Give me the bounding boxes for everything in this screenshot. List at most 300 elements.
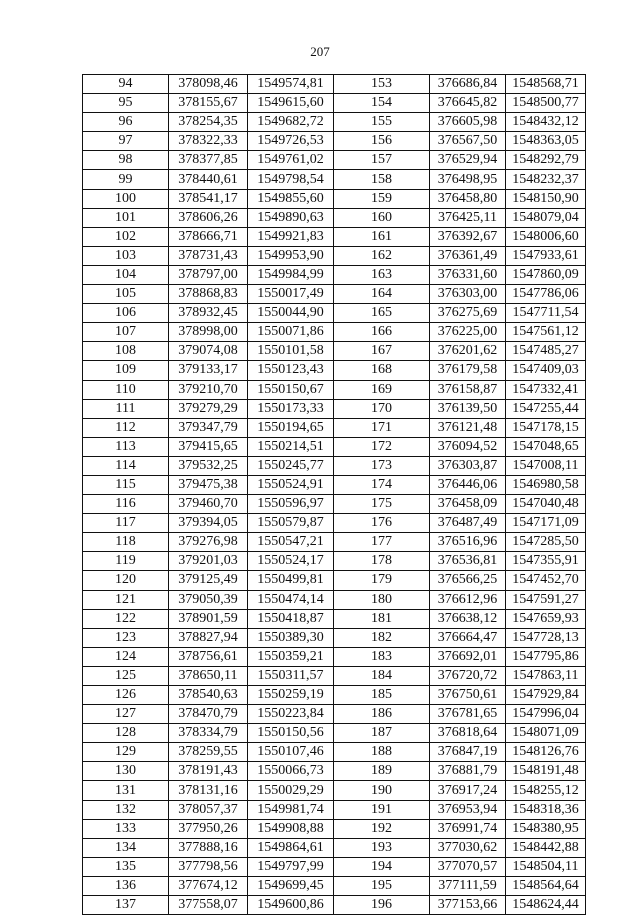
y-coordinate-right: 1547285,50	[506, 533, 586, 552]
y-coordinate-right: 1547863,11	[506, 666, 586, 685]
y-coordinate-left: 1549984,99	[248, 265, 334, 284]
x-coordinate-left: 378827,94	[169, 628, 248, 647]
y-coordinate-right: 1547048,65	[506, 437, 586, 456]
point-number-right: 160	[334, 208, 430, 227]
table-row	[83, 724, 586, 743]
y-coordinate-left: 1550214,51	[248, 437, 334, 456]
x-coordinate-right: 376201,62	[430, 342, 506, 361]
x-coordinate-left: 379532,25	[169, 456, 248, 475]
table-row	[83, 666, 586, 685]
y-coordinate-right: 1548624,44	[506, 896, 586, 915]
point-number-left: 101	[83, 208, 169, 227]
table-row	[83, 246, 586, 265]
table-row	[83, 170, 586, 189]
point-number-right: 186	[334, 705, 430, 724]
table-row	[83, 857, 586, 876]
point-number-right: 168	[334, 361, 430, 380]
x-coordinate-left: 379050,39	[169, 590, 248, 609]
point-number-right: 159	[334, 189, 430, 208]
point-number-right: 170	[334, 399, 430, 418]
x-coordinate-left: 379210,70	[169, 380, 248, 399]
x-coordinate-left: 378259,55	[169, 743, 248, 762]
x-coordinate-right: 376638,12	[430, 609, 506, 628]
point-number-left: 96	[83, 113, 169, 132]
x-coordinate-left: 378998,00	[169, 323, 248, 342]
point-number-left: 114	[83, 456, 169, 475]
y-coordinate-left: 1550596,97	[248, 495, 334, 514]
point-number-right: 192	[334, 819, 430, 838]
y-coordinate-right: 1548255,12	[506, 781, 586, 800]
y-coordinate-left: 1550066,73	[248, 762, 334, 781]
point-number-right: 171	[334, 418, 430, 437]
x-coordinate-left: 379133,17	[169, 361, 248, 380]
y-coordinate-left: 1550474,14	[248, 590, 334, 609]
x-coordinate-right: 376917,24	[430, 781, 506, 800]
table-row	[83, 743, 586, 762]
point-number-right: 153	[334, 75, 430, 94]
point-number-left: 115	[83, 475, 169, 494]
table-row	[83, 304, 586, 323]
y-coordinate-right: 1548292,79	[506, 151, 586, 170]
x-coordinate-right: 377153,66	[430, 896, 506, 915]
table-row	[83, 342, 586, 361]
y-coordinate-right: 1547933,61	[506, 246, 586, 265]
x-coordinate-left: 378131,16	[169, 781, 248, 800]
x-coordinate-right: 376953,94	[430, 800, 506, 819]
y-coordinate-right: 1547561,12	[506, 323, 586, 342]
y-coordinate-right: 1547795,86	[506, 647, 586, 666]
x-coordinate-left: 378606,26	[169, 208, 248, 227]
x-coordinate-left: 378666,71	[169, 227, 248, 246]
x-coordinate-right: 376487,49	[430, 514, 506, 533]
x-coordinate-right: 376847,19	[430, 743, 506, 762]
point-number-left: 133	[83, 819, 169, 838]
y-coordinate-left: 1549855,60	[248, 189, 334, 208]
x-coordinate-right: 376818,64	[430, 724, 506, 743]
y-coordinate-left: 1550071,86	[248, 323, 334, 342]
table-row	[83, 75, 586, 94]
x-coordinate-left: 378756,61	[169, 647, 248, 666]
y-coordinate-left: 1549600,86	[248, 896, 334, 915]
point-number-left: 105	[83, 285, 169, 304]
x-coordinate-right: 376225,00	[430, 323, 506, 342]
y-coordinate-right: 1547996,04	[506, 705, 586, 724]
point-number-left: 125	[83, 666, 169, 685]
y-coordinate-left: 1550259,19	[248, 686, 334, 705]
y-coordinate-right: 1547485,27	[506, 342, 586, 361]
x-coordinate-left: 379475,38	[169, 475, 248, 494]
table-row	[83, 762, 586, 781]
table-row	[83, 705, 586, 724]
table-row	[83, 113, 586, 132]
page-number: 207	[310, 44, 330, 59]
y-coordinate-left: 1550173,33	[248, 399, 334, 418]
y-coordinate-left: 1550194,65	[248, 418, 334, 437]
x-coordinate-right: 376881,79	[430, 762, 506, 781]
y-coordinate-left: 1550418,87	[248, 609, 334, 628]
y-coordinate-left: 1550579,87	[248, 514, 334, 533]
table-row	[83, 819, 586, 838]
point-number-right: 188	[334, 743, 430, 762]
x-coordinate-right: 376158,87	[430, 380, 506, 399]
x-coordinate-right: 376612,96	[430, 590, 506, 609]
x-coordinate-left: 378155,67	[169, 94, 248, 113]
point-number-right: 154	[334, 94, 430, 113]
y-coordinate-left: 1550359,21	[248, 647, 334, 666]
y-coordinate-right: 1548380,95	[506, 819, 586, 838]
point-number-right: 196	[334, 896, 430, 915]
point-number-right: 155	[334, 113, 430, 132]
x-coordinate-right: 376303,87	[430, 456, 506, 475]
y-coordinate-right: 1548006,60	[506, 227, 586, 246]
point-number-right: 183	[334, 647, 430, 666]
table-row	[83, 285, 586, 304]
y-coordinate-right: 1547355,91	[506, 552, 586, 571]
x-coordinate-right: 377030,62	[430, 838, 506, 857]
point-number-left: 103	[83, 246, 169, 265]
x-coordinate-right: 376139,50	[430, 399, 506, 418]
y-coordinate-right: 1547008,11	[506, 456, 586, 475]
x-coordinate-left: 377558,07	[169, 896, 248, 915]
x-coordinate-right: 376458,80	[430, 189, 506, 208]
table-row	[83, 514, 586, 533]
x-coordinate-right: 376605,98	[430, 113, 506, 132]
point-number-left: 111	[83, 399, 169, 418]
table-row	[83, 265, 586, 284]
x-coordinate-left: 379347,79	[169, 418, 248, 437]
point-number-right: 181	[334, 609, 430, 628]
y-coordinate-left: 1550223,84	[248, 705, 334, 724]
y-coordinate-left: 1549921,83	[248, 227, 334, 246]
x-coordinate-left: 379125,49	[169, 571, 248, 590]
x-coordinate-left: 378731,43	[169, 246, 248, 265]
y-coordinate-right: 1548568,71	[506, 75, 586, 94]
y-coordinate-left: 1550499,81	[248, 571, 334, 590]
point-number-right: 189	[334, 762, 430, 781]
x-coordinate-left: 378797,00	[169, 265, 248, 284]
table-row	[83, 838, 586, 857]
x-coordinate-left: 378901,59	[169, 609, 248, 628]
point-number-right: 163	[334, 265, 430, 284]
y-coordinate-left: 1550150,56	[248, 724, 334, 743]
x-coordinate-right: 376179,58	[430, 361, 506, 380]
y-coordinate-left: 1549615,60	[248, 94, 334, 113]
point-number-right: 190	[334, 781, 430, 800]
y-coordinate-right: 1546980,58	[506, 475, 586, 494]
point-number-right: 179	[334, 571, 430, 590]
y-coordinate-right: 1548442,88	[506, 838, 586, 857]
y-coordinate-left: 1550150,67	[248, 380, 334, 399]
point-number-right: 176	[334, 514, 430, 533]
y-coordinate-left: 1549699,45	[248, 876, 334, 895]
y-coordinate-right: 1548071,09	[506, 724, 586, 743]
table-row	[83, 647, 586, 666]
x-coordinate-right: 376361,49	[430, 246, 506, 265]
y-coordinate-right: 1548318,36	[506, 800, 586, 819]
point-number-left: 116	[83, 495, 169, 514]
point-number-right: 167	[334, 342, 430, 361]
y-coordinate-left: 1549797,99	[248, 857, 334, 876]
point-number-right: 194	[334, 857, 430, 876]
x-coordinate-right: 377111,59	[430, 876, 506, 895]
table-row	[83, 475, 586, 494]
point-number-left: 97	[83, 132, 169, 151]
y-coordinate-left: 1550017,49	[248, 285, 334, 304]
point-number-left: 98	[83, 151, 169, 170]
table-row	[83, 94, 586, 113]
y-coordinate-left: 1549953,90	[248, 246, 334, 265]
x-coordinate-right: 376750,61	[430, 686, 506, 705]
y-coordinate-right: 1547255,44	[506, 399, 586, 418]
x-coordinate-left: 379074,08	[169, 342, 248, 361]
table-row	[83, 456, 586, 475]
x-coordinate-right: 376529,94	[430, 151, 506, 170]
coordinates-table	[82, 74, 586, 915]
x-coordinate-left: 379201,03	[169, 552, 248, 571]
x-coordinate-right: 376303,00	[430, 285, 506, 304]
x-coordinate-left: 377674,12	[169, 876, 248, 895]
point-number-right: 169	[334, 380, 430, 399]
point-number-left: 110	[83, 380, 169, 399]
y-coordinate-left: 1550044,90	[248, 304, 334, 323]
point-number-left: 129	[83, 743, 169, 762]
table-row	[83, 323, 586, 342]
table-row	[83, 876, 586, 895]
table-row	[83, 495, 586, 514]
x-coordinate-right: 376645,82	[430, 94, 506, 113]
table-row	[83, 208, 586, 227]
y-coordinate-right: 1547171,09	[506, 514, 586, 533]
x-coordinate-left: 378254,35	[169, 113, 248, 132]
x-coordinate-left: 378540,63	[169, 686, 248, 705]
y-coordinate-left: 1549890,63	[248, 208, 334, 227]
y-coordinate-right: 1548432,12	[506, 113, 586, 132]
point-number-left: 120	[83, 571, 169, 590]
table-row	[83, 800, 586, 819]
x-coordinate-left: 378440,61	[169, 170, 248, 189]
table-row	[83, 686, 586, 705]
point-number-left: 113	[83, 437, 169, 456]
y-coordinate-left: 1550107,46	[248, 743, 334, 762]
x-coordinate-right: 376516,96	[430, 533, 506, 552]
table-row	[83, 571, 586, 590]
point-number-right: 157	[334, 151, 430, 170]
y-coordinate-left: 1550389,30	[248, 628, 334, 647]
point-number-left: 117	[83, 514, 169, 533]
x-coordinate-right: 376720,72	[430, 666, 506, 685]
point-number-right: 184	[334, 666, 430, 685]
y-coordinate-right: 1548504,11	[506, 857, 586, 876]
x-coordinate-right: 376692,01	[430, 647, 506, 666]
x-coordinate-right: 376991,74	[430, 819, 506, 838]
x-coordinate-left: 378098,46	[169, 75, 248, 94]
table-row	[83, 590, 586, 609]
y-coordinate-right: 1547711,54	[506, 304, 586, 323]
point-number-right: 195	[334, 876, 430, 895]
x-coordinate-right: 376331,60	[430, 265, 506, 284]
y-coordinate-left: 1550245,77	[248, 456, 334, 475]
point-number-left: 122	[83, 609, 169, 628]
x-coordinate-right: 376567,50	[430, 132, 506, 151]
point-number-right: 193	[334, 838, 430, 857]
y-coordinate-right: 1547786,06	[506, 285, 586, 304]
point-number-right: 173	[334, 456, 430, 475]
y-coordinate-left: 1550311,57	[248, 666, 334, 685]
y-coordinate-left: 1549726,53	[248, 132, 334, 151]
point-number-right: 165	[334, 304, 430, 323]
point-number-left: 95	[83, 94, 169, 113]
y-coordinate-right: 1547659,93	[506, 609, 586, 628]
point-number-left: 94	[83, 75, 169, 94]
x-coordinate-left: 379460,70	[169, 495, 248, 514]
table-row	[83, 418, 586, 437]
y-coordinate-left: 1550524,17	[248, 552, 334, 571]
point-number-right: 156	[334, 132, 430, 151]
x-coordinate-left: 378322,33	[169, 132, 248, 151]
y-coordinate-left: 1550123,43	[248, 361, 334, 380]
point-number-left: 119	[83, 552, 169, 571]
point-number-left: 132	[83, 800, 169, 819]
y-coordinate-right: 1548500,77	[506, 94, 586, 113]
x-coordinate-left: 379276,98	[169, 533, 248, 552]
y-coordinate-right: 1548363,05	[506, 132, 586, 151]
point-number-right: 164	[334, 285, 430, 304]
point-number-left: 107	[83, 323, 169, 342]
point-number-left: 112	[83, 418, 169, 437]
point-number-left: 134	[83, 838, 169, 857]
point-number-right: 177	[334, 533, 430, 552]
x-coordinate-right: 376664,47	[430, 628, 506, 647]
point-number-right: 178	[334, 552, 430, 571]
y-coordinate-right: 1548232,37	[506, 170, 586, 189]
y-coordinate-right: 1548079,04	[506, 208, 586, 227]
y-coordinate-right: 1547452,70	[506, 571, 586, 590]
x-coordinate-left: 377798,56	[169, 857, 248, 876]
table-row	[83, 781, 586, 800]
point-number-right: 187	[334, 724, 430, 743]
table-row	[83, 132, 586, 151]
point-number-left: 108	[83, 342, 169, 361]
y-coordinate-left: 1550029,29	[248, 781, 334, 800]
point-number-right: 166	[334, 323, 430, 342]
x-coordinate-right: 376498,95	[430, 170, 506, 189]
point-number-left: 136	[83, 876, 169, 895]
point-number-left: 135	[83, 857, 169, 876]
point-number-left: 127	[83, 705, 169, 724]
x-coordinate-left: 378470,79	[169, 705, 248, 724]
table-row	[83, 437, 586, 456]
table-row	[83, 896, 586, 915]
point-number-right: 191	[334, 800, 430, 819]
point-number-right: 172	[334, 437, 430, 456]
point-number-right: 180	[334, 590, 430, 609]
y-coordinate-right: 1548150,90	[506, 189, 586, 208]
point-number-left: 137	[83, 896, 169, 915]
y-coordinate-left: 1549682,72	[248, 113, 334, 132]
point-number-left: 109	[83, 361, 169, 380]
point-number-left: 126	[83, 686, 169, 705]
point-number-left: 124	[83, 647, 169, 666]
x-coordinate-right: 376536,81	[430, 552, 506, 571]
y-coordinate-left: 1549981,74	[248, 800, 334, 819]
table-row	[83, 151, 586, 170]
y-coordinate-right: 1547409,03	[506, 361, 586, 380]
point-number-left: 121	[83, 590, 169, 609]
point-number-left: 100	[83, 189, 169, 208]
x-coordinate-left: 378057,37	[169, 800, 248, 819]
point-number-right: 161	[334, 227, 430, 246]
y-coordinate-right: 1547929,84	[506, 686, 586, 705]
x-coordinate-left: 378334,79	[169, 724, 248, 743]
x-coordinate-right: 376686,84	[430, 75, 506, 94]
x-coordinate-left: 379394,05	[169, 514, 248, 533]
y-coordinate-right: 1548126,76	[506, 743, 586, 762]
table-row	[83, 533, 586, 552]
point-number-left: 99	[83, 170, 169, 189]
y-coordinate-right: 1548191,48	[506, 762, 586, 781]
coordinates-table-body	[83, 75, 586, 915]
point-number-right: 175	[334, 495, 430, 514]
x-coordinate-right: 377070,57	[430, 857, 506, 876]
x-coordinate-right: 376458,09	[430, 495, 506, 514]
x-coordinate-left: 379279,29	[169, 399, 248, 418]
y-coordinate-right: 1547860,09	[506, 265, 586, 284]
y-coordinate-right: 1547591,27	[506, 590, 586, 609]
table-row	[83, 361, 586, 380]
point-number-left: 123	[83, 628, 169, 647]
x-coordinate-right: 376446,06	[430, 475, 506, 494]
x-coordinate-right: 376275,69	[430, 304, 506, 323]
point-number-left: 104	[83, 265, 169, 284]
y-coordinate-right: 1547040,48	[506, 495, 586, 514]
point-number-left: 102	[83, 227, 169, 246]
table-row	[83, 552, 586, 571]
x-coordinate-left: 378650,11	[169, 666, 248, 685]
y-coordinate-right: 1547728,13	[506, 628, 586, 647]
x-coordinate-left: 378191,43	[169, 762, 248, 781]
x-coordinate-right: 376121,48	[430, 418, 506, 437]
table-row	[83, 227, 586, 246]
point-number-right: 158	[334, 170, 430, 189]
x-coordinate-right: 376392,67	[430, 227, 506, 246]
x-coordinate-left: 377950,26	[169, 819, 248, 838]
y-coordinate-left: 1549864,61	[248, 838, 334, 857]
y-coordinate-right: 1548564,64	[506, 876, 586, 895]
x-coordinate-right: 376094,52	[430, 437, 506, 456]
y-coordinate-left: 1549908,88	[248, 819, 334, 838]
x-coordinate-left: 378377,85	[169, 151, 248, 170]
table-row	[83, 189, 586, 208]
point-number-left: 128	[83, 724, 169, 743]
point-number-right: 174	[334, 475, 430, 494]
point-number-left: 130	[83, 762, 169, 781]
point-number-right: 162	[334, 246, 430, 265]
point-number-right: 185	[334, 686, 430, 705]
y-coordinate-left: 1549761,02	[248, 151, 334, 170]
y-coordinate-left: 1550547,21	[248, 533, 334, 552]
y-coordinate-left: 1550101,58	[248, 342, 334, 361]
table-row	[83, 399, 586, 418]
table-row	[83, 380, 586, 399]
y-coordinate-left: 1550524,91	[248, 475, 334, 494]
point-number-right: 182	[334, 628, 430, 647]
x-coordinate-left: 378541,17	[169, 189, 248, 208]
x-coordinate-left: 378932,45	[169, 304, 248, 323]
table-row	[83, 609, 586, 628]
x-coordinate-left: 377888,16	[169, 838, 248, 857]
point-number-left: 118	[83, 533, 169, 552]
point-number-left: 106	[83, 304, 169, 323]
